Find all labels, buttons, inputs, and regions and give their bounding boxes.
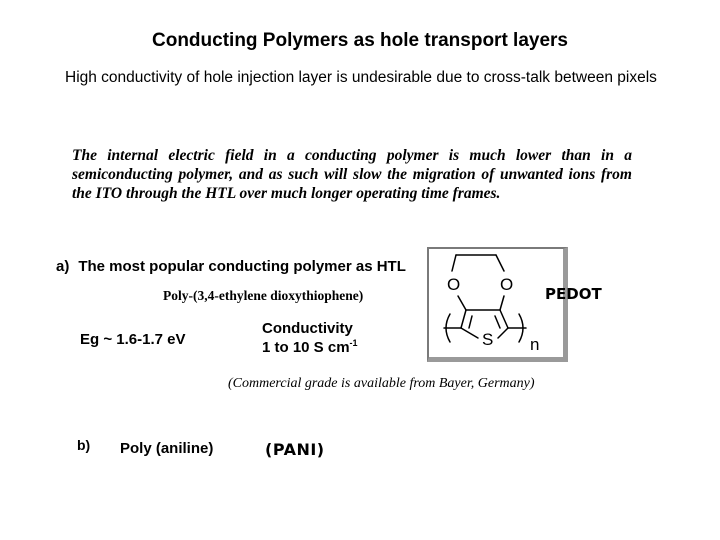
quote-paragraph: The internal electric field in a conducting polymer is much lower than in a semiconducting polymer, and as such will slow the migration of unwanted ions from the ITO through the HTL over much longer operating time frames. — [72, 147, 632, 202]
conductivity-label: Conductivity — [262, 320, 353, 337]
ring-bond-c5-s — [498, 328, 508, 338]
repeat-n: n — [530, 335, 540, 354]
ring-double-bond-left — [469, 316, 472, 328]
atom-o-right: O — [500, 275, 514, 294]
pedot-structure-diagram — [426, 246, 566, 361]
commercial-note: (Commercial grade is available from Bayer, Germany) — [228, 376, 535, 391]
intro-text: High conductivity of hole injection layer is undesirable due to cross-talk between pixels — [65, 69, 657, 86]
ethylene-bond-left — [452, 255, 456, 271]
polymer-name: Poly-(3,4-ethylene dioxythiophene) — [163, 288, 364, 303]
pani-abbreviation: (PANI) — [265, 440, 325, 459]
atom-s: S — [482, 330, 494, 349]
ring-bond-c4-c5 — [500, 310, 508, 328]
section-a-marker: a) — [56, 258, 70, 275]
o-c-bond-right — [500, 296, 504, 310]
o-c-bond-left — [458, 296, 466, 310]
ring-bond-c3-c2 — [461, 310, 466, 328]
section-b-marker: b) — [77, 437, 91, 453]
band-gap-text: Eg ~ 1.6-1.7 eV — [80, 331, 186, 348]
conductivity-value-text: 1 to 10 S cm — [262, 339, 350, 356]
section-a-heading-text: The most popular conducting polymer as HTL — [78, 258, 406, 275]
section-a-heading — [56, 258, 406, 275]
ring-double-bond-right — [495, 316, 500, 328]
slide-title: Conducting Polymers as hole transport layers — [152, 30, 568, 51]
pedot-label: PEDOT — [545, 285, 602, 303]
ethylene-bond-right — [496, 255, 504, 271]
pani-name: Poly (aniline) — [120, 440, 214, 457]
atom-o-left: O — [447, 275, 461, 294]
conductivity-exponent: -1 — [349, 338, 358, 348]
conductivity-value — [262, 339, 358, 356]
ring-bond-c2-s — [461, 328, 478, 338]
